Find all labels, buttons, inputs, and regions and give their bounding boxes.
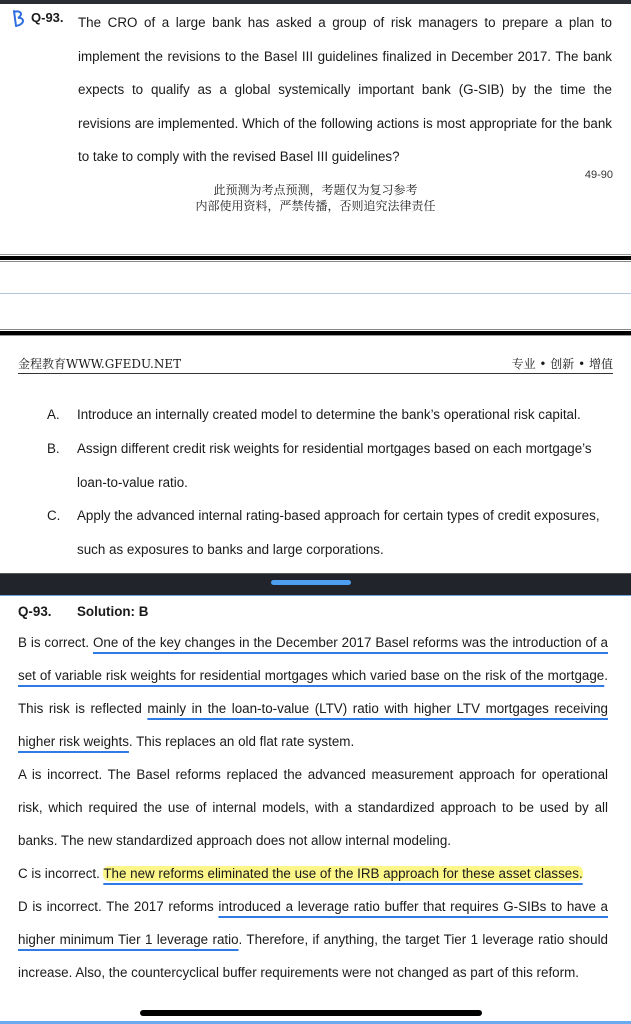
explanation-a: A is incorrect. The Basel reforms replaced the advanced measurement approach for operational risk, which required the use of internal models, with a standardized approach to be used by all banks. The new standardized approach does not allow internal modeling. xyxy=(18,767,608,848)
option-letter: C. xyxy=(47,508,61,523)
explanation-d xyxy=(18,890,608,989)
drag-handle[interactable] xyxy=(271,580,351,585)
solution-block xyxy=(18,604,608,989)
page-break-rule-bottom xyxy=(0,328,631,336)
question-number: Q-93. xyxy=(31,10,64,25)
notice-line-1: 此预测为考点预测，考题仅为复习参考 xyxy=(213,183,418,197)
underlined-text: introduced a leverage ratio buffer that requires G-SIBs to have a higher minimum Tier 1 leverage ratio xyxy=(18,899,609,947)
page-header xyxy=(18,355,613,374)
option-text: Apply the advanced internal rating-based approach for certain types of credit exposures, such as exposures to banks and large corporations. xyxy=(77,508,600,557)
notice xyxy=(0,182,631,214)
solution-heading xyxy=(18,604,608,626)
option-text: Introduce an internally created model to determine the bank’s operational risk capital. xyxy=(77,407,581,422)
text: D is incorrect. The 2017 reforms xyxy=(18,899,219,914)
page-divider xyxy=(0,293,631,294)
solution-number: Q-93. xyxy=(18,604,52,619)
header-slogan: 专业 • 创新 • 增值 xyxy=(511,357,613,371)
text: . This risk is reflected xyxy=(18,668,608,716)
explanation-c xyxy=(18,857,608,890)
page-break-rule-top xyxy=(0,254,631,262)
page-number: 49-90 xyxy=(584,169,613,181)
text: B is correct. xyxy=(18,635,93,650)
option-text: Assign different credit risk weights for residential mortgages based on each mortgage’s loan-to-value ratio. xyxy=(77,441,592,490)
header-site: 金程教育WWW.GFEDU.NET xyxy=(18,357,182,371)
option-letter: B. xyxy=(47,441,60,456)
solution-title: Solution: B xyxy=(77,604,149,619)
text: C is incorrect. xyxy=(18,866,104,881)
underlined-text: One of the key changes in the December 2017 Basel reforms was the introduction of a set of variable risk weights for residential mortgages which varied base on the risk of the mortgage xyxy=(18,635,608,683)
home-indicator[interactable] xyxy=(140,1010,482,1016)
option-letter: A. xyxy=(47,407,60,422)
notice-line-2: 内部使用资料，严禁传播，否则追究法律责任 xyxy=(195,199,436,213)
handwritten-b-mark-icon xyxy=(10,8,32,30)
highlighted-text: The new reforms eliminated the use of the IRB approach for these asset classes. xyxy=(103,866,583,881)
split-view-divider[interactable] xyxy=(0,573,631,596)
question-text: The CRO of a large bank has asked a group of risk managers to prepare a plan to implement the revisions to the Basel III guidelines finalized in December 2017. The bank expects to qualify as a global systemically important bank (G-SIB) by the time the revisions are implemented. Which of the following actions is most appropriate for the bank to take to comply with the revised Basel III guidelines? xyxy=(78,15,612,164)
explanation-b xyxy=(18,626,608,758)
top-bar xyxy=(0,0,631,4)
underlined-text: mainly in the loan-to-value (LTV) ratio with higher LTV mortgages receiving higher risk weights xyxy=(18,701,608,749)
text: . This replaces an old flat rate system. xyxy=(128,734,355,749)
text: . Therefore, if anything, the target Tier 1 leverage ratio should increase. Also, the countercyclical buffer requirements were not changed as part of this reform. xyxy=(18,932,608,980)
